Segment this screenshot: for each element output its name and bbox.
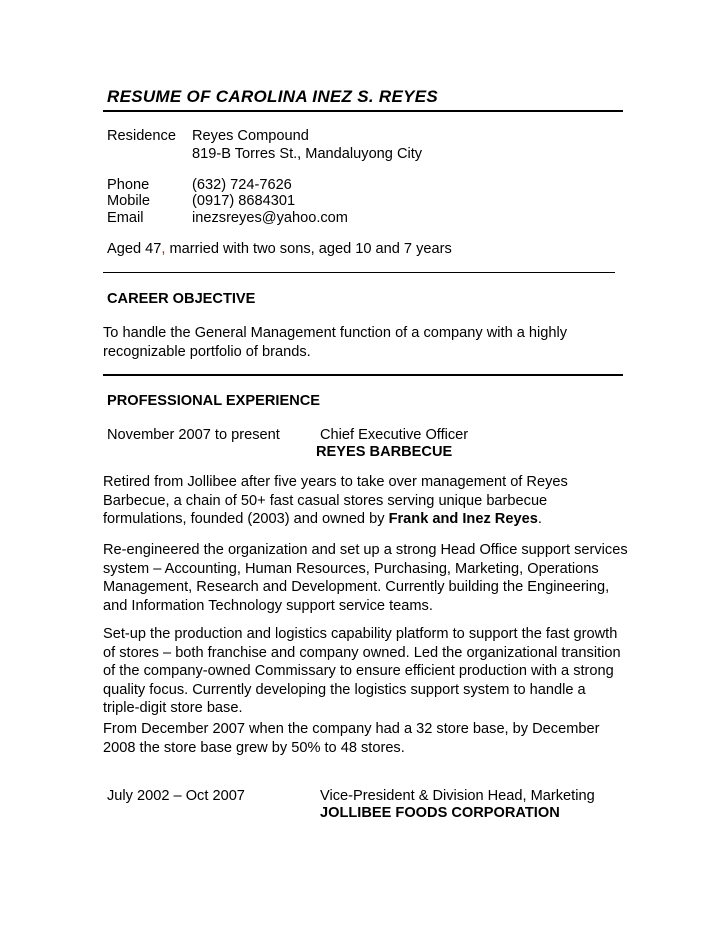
job1-role: Chief Executive Officer xyxy=(320,427,469,443)
job2-company: JOLLIBEE FOODS CORPORATION xyxy=(320,805,560,821)
job1-paragraph-1 xyxy=(103,473,578,529)
email-value: inezsreyes@yahoo.com xyxy=(192,210,348,226)
family-text: married with two sons, aged 10 and 7 years xyxy=(165,241,452,257)
professional-experience-heading: PROFESSIONAL EXPERIENCE xyxy=(107,393,321,409)
residence-label: Residence xyxy=(107,128,176,144)
job1-p1-end: . xyxy=(537,511,542,528)
mobile-label: Mobile xyxy=(107,193,150,209)
job1-paragraph-4: From December 2007 when the company had a 32 store base, by December 2008 the store base grew by 50% to 48 stores. xyxy=(103,721,600,756)
career-objective-heading: CAREER OBJECTIVE xyxy=(107,291,256,307)
job1-dates: November 2007 to present xyxy=(107,427,280,443)
job1-paragraph-3: Set-up the production and logistics capability platform to support the fast growth of stores – both franchise and company owned. Led the organizational transition of the company-owned Commissary to ensure efficient production with a strong quality focus. Currently developing the logistics support system to handle a triple-digit store base. xyxy=(103,626,621,717)
career-objective-text: To handle the General Management function of a company with a highly recognizable portfolio of brands. xyxy=(103,325,568,360)
residence-line1: Reyes Compound xyxy=(192,128,309,144)
job1-company: REYES BARBECUE xyxy=(316,444,453,460)
job1-p1-text: Retired from Jollibee after five years to take over management of Reyes Barbecue, a chain of 50+ fast casual stores serving unique barbecue formulations, founded (2003) and owned by xyxy=(103,474,568,528)
email-label: Email xyxy=(107,210,144,226)
phone-value: (632) 724-7626 xyxy=(192,177,292,193)
age-text: Aged 47 xyxy=(107,241,162,257)
personal-divider xyxy=(103,272,615,273)
job1-p1-owners: Frank and Inez Reyes xyxy=(388,511,538,528)
resume-title: RESUME OF CAROLINA INEZ S. REYES xyxy=(107,87,439,106)
objective-divider xyxy=(103,374,623,376)
residence-line2: 819-B Torres St., Mandaluyong City xyxy=(192,146,423,162)
mobile-value: (0917) 8684301 xyxy=(192,193,296,209)
phone-label: Phone xyxy=(107,177,150,193)
title-divider xyxy=(103,110,623,112)
job1-paragraph-2: Re-engineered the organization and set up a strong Head Office support services system – Accounting, Human Resources, Purchasing, Marketing, Operations Management, Research and Development. Currently building the Engineering, and Information Technology support service teams. xyxy=(103,542,628,614)
job2-role: Vice-President & Division Head, Marketing xyxy=(320,788,595,804)
job2-dates: July 2002 – Oct 2007 xyxy=(107,788,245,804)
personal-info xyxy=(107,240,452,258)
age-comma: , xyxy=(161,241,166,257)
